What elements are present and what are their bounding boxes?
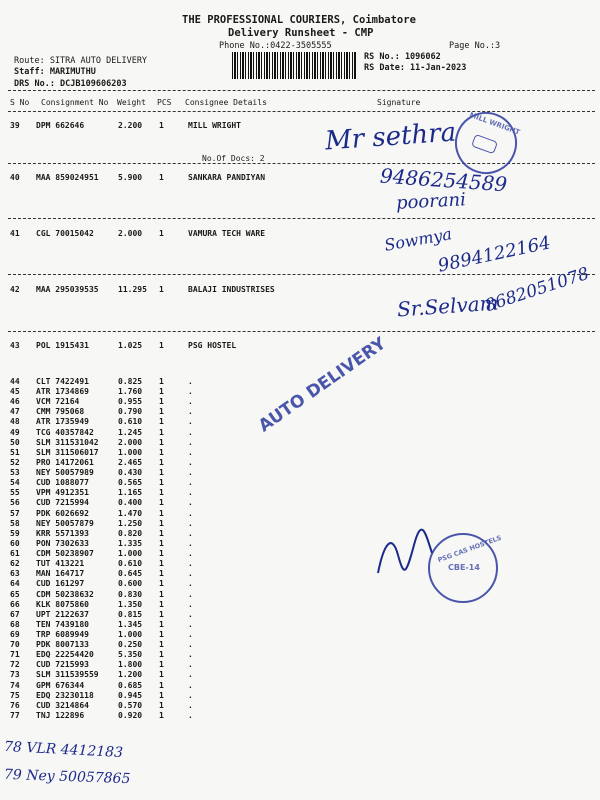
cell-weight: 1.245 xyxy=(118,427,143,437)
list-item xyxy=(0,549,260,559)
list-item xyxy=(0,448,260,458)
list-item xyxy=(0,681,260,691)
consignee-placeholder-dot: . xyxy=(188,417,193,427)
handwritten-name-41: Sowmya xyxy=(382,224,454,255)
cell-weight: 0.610 xyxy=(118,559,143,569)
consignee-placeholder-dot: . xyxy=(188,427,193,437)
cell-pcs: 1 xyxy=(159,650,164,660)
handwritten-row-78: 78 VLR 4412183 xyxy=(3,738,124,762)
cell-weight: 0.815 xyxy=(118,609,143,619)
cell-sno: 40 xyxy=(10,173,20,182)
cell-pcs: 1 xyxy=(159,341,164,350)
cell-pcs: 1 xyxy=(159,690,164,700)
cell-weight: 0.685 xyxy=(118,680,143,690)
cell-pcs: 1 xyxy=(159,427,164,437)
cell-sno: 60 xyxy=(10,538,20,548)
cell-consignment: SLM 311539559 xyxy=(36,670,99,680)
col-sno: S No xyxy=(10,98,30,107)
cell-weight: 1.200 xyxy=(118,670,143,680)
cell-pcs: 1 xyxy=(159,700,164,710)
cell-sno: 59 xyxy=(10,528,20,538)
cell-weight: 1.000 xyxy=(118,447,143,457)
list-item xyxy=(0,428,260,438)
consignee-placeholder-dot: . xyxy=(188,589,193,599)
cell-consignment: CMM 795068 xyxy=(36,407,85,417)
cell-consignment: VCM 72164 xyxy=(36,397,80,407)
cell-sno: 50 xyxy=(10,437,20,447)
cell-sno: 53 xyxy=(10,468,20,478)
list-item xyxy=(0,417,260,427)
list-item xyxy=(0,539,260,549)
list-item xyxy=(0,519,260,529)
cell-weight: 1.000 xyxy=(118,549,143,559)
cell-pcs: 1 xyxy=(159,670,164,680)
cell-consignment: KLK 8075860 xyxy=(36,599,89,609)
cell-consignment: MAN 164717 xyxy=(36,569,85,579)
cell-consignment: UPT 2122637 xyxy=(36,609,89,619)
cell-weight: 0.645 xyxy=(118,569,143,579)
cell-consignment: CGL 70015042 xyxy=(36,229,94,238)
cell-pcs: 1 xyxy=(159,710,164,720)
cell-pcs: 1 xyxy=(159,478,164,488)
list-item xyxy=(0,701,260,711)
cell-consignee: VAMURA TECH WARE xyxy=(188,229,266,238)
cell-sno: 65 xyxy=(10,589,20,599)
cell-sno: 51 xyxy=(10,447,20,457)
cell-pcs: 1 xyxy=(159,569,164,579)
cell-consignment: EDQ 22254420 xyxy=(36,650,94,660)
list-item xyxy=(0,579,260,589)
cell-weight: 0.830 xyxy=(118,589,143,599)
handwritten-phone-41: 9894122164 xyxy=(436,232,553,277)
cell-consignment: TCG 40357842 xyxy=(36,427,94,437)
consignee-placeholder-dot: . xyxy=(188,630,193,639)
cell-weight: 1.350 xyxy=(118,599,143,609)
phone-number: Phone No.:0422-3505555 xyxy=(219,41,332,51)
consignee-placeholder-dot: . xyxy=(188,518,193,528)
cell-weight: 0.400 xyxy=(118,498,143,508)
list-item xyxy=(0,610,260,620)
cell-consignment: TNJ 122896 xyxy=(36,710,85,720)
divider xyxy=(8,218,595,219)
cell-weight: 1.165 xyxy=(118,488,143,498)
handwritten-phone-40: 9486254589 xyxy=(379,163,508,197)
list-item xyxy=(0,660,260,670)
cell-consignment: TEN 7439180 xyxy=(36,619,89,629)
consignee-placeholder-dot: . xyxy=(188,387,193,397)
cell-sno: 63 xyxy=(10,569,20,579)
list-item xyxy=(0,569,260,579)
consignee-placeholder-dot: . xyxy=(188,710,193,720)
cell-pcs: 1 xyxy=(159,549,164,559)
cell-pcs: 1 xyxy=(159,589,164,599)
list-item xyxy=(0,529,260,539)
handwritten-phone-42: 8682051078 xyxy=(482,263,592,317)
table-row xyxy=(0,229,600,240)
list-item xyxy=(0,670,260,680)
psg-hostel-seal: PSG CAS HOSTELS CBE-14 xyxy=(428,533,498,603)
list-item xyxy=(0,509,260,519)
list-item xyxy=(0,630,260,640)
consignee-placeholder-dot: . xyxy=(188,397,193,407)
cell-sno: 74 xyxy=(10,680,20,690)
cell-pcs: 1 xyxy=(159,173,164,182)
consignee-placeholder-dot: . xyxy=(188,569,193,579)
divider xyxy=(8,331,595,332)
cell-pcs: 1 xyxy=(159,387,164,397)
list-item xyxy=(0,397,260,407)
cell-sno: 49 xyxy=(10,427,20,437)
consignee-placeholder-dot: . xyxy=(188,488,193,498)
mill-wright-seal: MILL WRIGHT xyxy=(446,103,525,182)
list-item xyxy=(0,407,260,417)
cell-sno: 72 xyxy=(10,660,20,670)
signature-mill-wright: Mr sethra xyxy=(324,117,458,157)
cell-sno: 62 xyxy=(10,559,20,569)
cell-consignment: CUD 161297 xyxy=(36,579,85,589)
consignee-placeholder-dot: . xyxy=(188,447,193,457)
consignee-placeholder-dot: . xyxy=(188,377,193,386)
cell-weight: 0.920 xyxy=(118,710,143,720)
consignee-placeholder-dot: . xyxy=(188,407,193,417)
cell-weight: 1.800 xyxy=(118,660,143,670)
divider xyxy=(8,274,595,275)
cell-weight: 0.820 xyxy=(118,528,143,538)
cell-weight: 2.200 xyxy=(118,121,143,130)
cell-consignment: SLM 311506017 xyxy=(36,447,99,457)
cell-pcs: 1 xyxy=(159,599,164,609)
cell-pcs: 1 xyxy=(159,229,164,238)
list-item xyxy=(0,691,260,701)
cell-weight: 1.345 xyxy=(118,619,143,629)
list-item xyxy=(0,438,260,448)
cell-weight: 11.295 xyxy=(118,285,147,294)
seal-inner-box xyxy=(471,134,498,154)
col-consignment: Consignment No xyxy=(41,98,109,107)
cell-consignment: CUD 3214864 xyxy=(36,700,89,710)
cell-pcs: 1 xyxy=(159,468,164,478)
list-item xyxy=(0,650,260,660)
list-item xyxy=(0,377,260,387)
cell-sno: 61 xyxy=(10,549,20,559)
consignee-placeholder-dot: . xyxy=(188,619,193,629)
cell-sno: 43 xyxy=(10,341,20,350)
cell-consignment: KRR 5571393 xyxy=(36,528,89,538)
cell-consignment: CDM 50238632 xyxy=(36,589,94,599)
cell-consignment: CDM 50238907 xyxy=(36,549,94,559)
cell-sno: 42 xyxy=(10,285,20,294)
rs-number: RS No.: 1096062 xyxy=(364,52,441,62)
cell-consignment: ATR 1734869 xyxy=(36,387,89,397)
consignee-placeholder-dot: . xyxy=(188,670,193,680)
cell-sno: 41 xyxy=(10,229,20,238)
cell-consignment: MAA 295039535 xyxy=(36,285,99,294)
consignee-placeholder-dot: . xyxy=(188,609,193,619)
cell-pcs: 1 xyxy=(159,498,164,508)
cell-pcs: 1 xyxy=(159,680,164,690)
consignee-placeholder-dot: . xyxy=(188,690,193,700)
cell-weight: 2.000 xyxy=(118,437,143,447)
cell-pcs: 1 xyxy=(159,619,164,629)
consignee-placeholder-dot: . xyxy=(188,660,193,670)
list-item xyxy=(0,620,260,630)
company-name: THE PROFESSIONAL COURIERS, Coimbatore xyxy=(182,14,416,26)
cell-consignee: BALAJI INDUSTRISES xyxy=(188,285,275,294)
cell-sno: 68 xyxy=(10,619,20,629)
cell-sno: 77 xyxy=(10,710,20,720)
list-item xyxy=(0,711,260,721)
handwritten-row-79: 79 Ney 50057865 xyxy=(3,766,131,788)
cell-consignment: ATR 1735949 xyxy=(36,417,89,427)
cell-pcs: 1 xyxy=(159,377,164,386)
cell-weight: 1.000 xyxy=(118,630,143,639)
cell-consignment: NEY 50057879 xyxy=(36,518,94,528)
cell-pcs: 1 xyxy=(159,528,164,538)
divider xyxy=(8,111,595,112)
cell-weight: 1.250 xyxy=(118,518,143,528)
cell-pcs: 1 xyxy=(159,518,164,528)
cell-pcs: 1 xyxy=(159,285,164,294)
col-signature: Signature xyxy=(377,98,421,107)
cell-sno: 66 xyxy=(10,599,20,609)
cell-weight: 1.760 xyxy=(118,387,143,397)
cell-weight: 0.570 xyxy=(118,700,143,710)
cell-consignment: DPM 662646 xyxy=(36,121,85,130)
route: Route: SITRA AUTO DELIVERY xyxy=(14,56,148,66)
cell-sno: 70 xyxy=(10,640,20,650)
list-item xyxy=(0,498,260,508)
cell-weight: 0.945 xyxy=(118,690,143,700)
cell-weight: 0.955 xyxy=(118,397,143,407)
consignee-placeholder-dot: . xyxy=(188,640,193,650)
consignee-placeholder-dot: . xyxy=(188,528,193,538)
cell-pcs: 1 xyxy=(159,538,164,548)
cell-consignment: CUD 1088077 xyxy=(36,478,89,488)
cell-sno: 76 xyxy=(10,700,20,710)
consignee-placeholder-dot: . xyxy=(188,549,193,559)
cell-consignment: VPM 4912351 xyxy=(36,488,89,498)
list-item xyxy=(0,488,260,498)
cell-pcs: 1 xyxy=(159,609,164,619)
cell-consignment: TRP 6089949 xyxy=(36,630,89,639)
cell-pcs: 1 xyxy=(159,579,164,589)
cell-consignment: EDQ 23230118 xyxy=(36,690,94,700)
list-item xyxy=(0,468,260,478)
cell-weight: 0.250 xyxy=(118,640,143,650)
divider xyxy=(8,90,595,91)
cell-weight: 1.335 xyxy=(118,538,143,548)
docs-count-note: No.Of Docs: 2 xyxy=(202,154,265,163)
cell-weight: 1.470 xyxy=(118,508,143,518)
cell-pcs: 1 xyxy=(159,437,164,447)
cell-pcs: 1 xyxy=(159,508,164,518)
cell-pcs: 1 xyxy=(159,488,164,498)
cell-pcs: 1 xyxy=(159,630,164,639)
column-header-row xyxy=(0,98,600,109)
cell-sno: 45 xyxy=(10,387,20,397)
cell-sno: 75 xyxy=(10,690,20,700)
cell-weight: 0.825 xyxy=(118,377,143,386)
cell-consignment: CUD 7215993 xyxy=(36,660,89,670)
consignee-placeholder-dot: . xyxy=(188,579,193,589)
col-consignee: Consignee Details xyxy=(185,98,267,107)
cell-sno: 47 xyxy=(10,407,20,417)
cell-sno: 71 xyxy=(10,650,20,660)
cell-weight: 0.610 xyxy=(118,417,143,427)
consignee-placeholder-dot: . xyxy=(188,468,193,478)
cell-consignment: NEY 50057989 xyxy=(36,468,94,478)
list-item xyxy=(0,600,260,610)
cell-pcs: 1 xyxy=(159,457,164,467)
list-item xyxy=(0,559,260,569)
consignee-placeholder-dot: . xyxy=(188,700,193,710)
cell-sno: 56 xyxy=(10,498,20,508)
cell-weight: 0.790 xyxy=(118,407,143,417)
cell-sno: 55 xyxy=(10,488,20,498)
cell-sno: 44 xyxy=(10,377,20,386)
cell-weight: 0.565 xyxy=(118,478,143,488)
cell-weight: 5.350 xyxy=(118,650,143,660)
cell-sno: 67 xyxy=(10,609,20,619)
cell-sno: 73 xyxy=(10,670,20,680)
cell-consignment: POL 1915431 xyxy=(36,341,89,350)
cell-consignee: MILL WRIGHT xyxy=(188,121,241,130)
cell-sno: 52 xyxy=(10,457,20,467)
cell-consignment: PRO 14172061 xyxy=(36,457,94,467)
cell-pcs: 1 xyxy=(159,447,164,457)
rs-date: RS Date: 11-Jan-2023 xyxy=(364,63,467,73)
list-item xyxy=(0,458,260,468)
cell-consignment: PDK 8007133 xyxy=(36,640,89,650)
drs-number: DRS No.: DCJB109606203 xyxy=(14,79,127,89)
cell-sno: 46 xyxy=(10,397,20,407)
list-item xyxy=(0,590,260,600)
consignee-placeholder-dot: . xyxy=(188,478,193,488)
cell-sno: 58 xyxy=(10,518,20,528)
consignee-placeholder-dot: . xyxy=(188,508,193,518)
auto-delivery-stamp: AUTO DELIVERY xyxy=(255,333,390,437)
consignee-placeholder-dot: . xyxy=(188,650,193,660)
cell-consignment: GPM 676344 xyxy=(36,680,85,690)
consignee-placeholder-dot: . xyxy=(188,680,193,690)
table-row xyxy=(0,173,600,184)
cell-sno: 54 xyxy=(10,478,20,488)
cell-weight: 0.600 xyxy=(118,579,143,589)
cell-consignee: SANKARA PANDIYAN xyxy=(188,173,266,182)
cell-sno: 57 xyxy=(10,508,20,518)
cell-consignment: PDK 6026692 xyxy=(36,508,89,518)
table-row xyxy=(0,341,600,352)
page-number: Page No.:3 xyxy=(449,41,501,51)
cell-weight: 2.000 xyxy=(118,229,143,238)
cell-consignment: MAA 859024951 xyxy=(36,173,99,182)
barcode xyxy=(232,52,356,79)
col-pcs: PCS xyxy=(157,98,172,107)
cell-weight: 2.465 xyxy=(118,457,143,467)
cell-pcs: 1 xyxy=(159,121,164,130)
cell-consignment: TUT 413221 xyxy=(36,559,85,569)
cell-consignment: CLT 7422491 xyxy=(36,377,89,386)
cell-sno: 64 xyxy=(10,579,20,589)
consignee-placeholder-dot: . xyxy=(188,457,193,467)
handwritten-name-40: poorani xyxy=(395,189,467,214)
cell-weight: 1.025 xyxy=(118,341,143,350)
document-title: Delivery Runsheet - CMP xyxy=(228,27,374,39)
cell-weight: 5.900 xyxy=(118,173,143,182)
list-item xyxy=(0,387,260,397)
handwritten-name-42: Sr.Selvam xyxy=(396,290,500,322)
consignee-placeholder-dot: . xyxy=(188,437,193,447)
col-weight: Weight xyxy=(117,98,146,107)
cell-pcs: 1 xyxy=(159,640,164,650)
cell-sno: 39 xyxy=(10,121,20,130)
consignee-placeholder-dot: . xyxy=(188,559,193,569)
list-item xyxy=(0,640,260,650)
cell-consignment: PON 7302633 xyxy=(36,538,89,548)
cell-pcs: 1 xyxy=(159,417,164,427)
staff-name: Staff: MARIMUTHU xyxy=(14,67,96,77)
consignee-placeholder-dot: . xyxy=(188,599,193,609)
cell-consignment: CUD 7215994 xyxy=(36,498,89,508)
cell-pcs: 1 xyxy=(159,559,164,569)
cell-consignment: SLM 311531042 xyxy=(36,437,99,447)
cell-pcs: 1 xyxy=(159,407,164,417)
cell-sno: 48 xyxy=(10,417,20,427)
consignee-placeholder-dot: . xyxy=(188,538,193,548)
cell-sno: 69 xyxy=(10,630,20,639)
cell-pcs: 1 xyxy=(159,660,164,670)
cell-pcs: 1 xyxy=(159,397,164,407)
list-item xyxy=(0,478,260,488)
cell-weight: 0.430 xyxy=(118,468,143,478)
consignee-placeholder-dot: . xyxy=(188,498,193,508)
cell-consignee: PSG HOSTEL xyxy=(188,341,237,350)
